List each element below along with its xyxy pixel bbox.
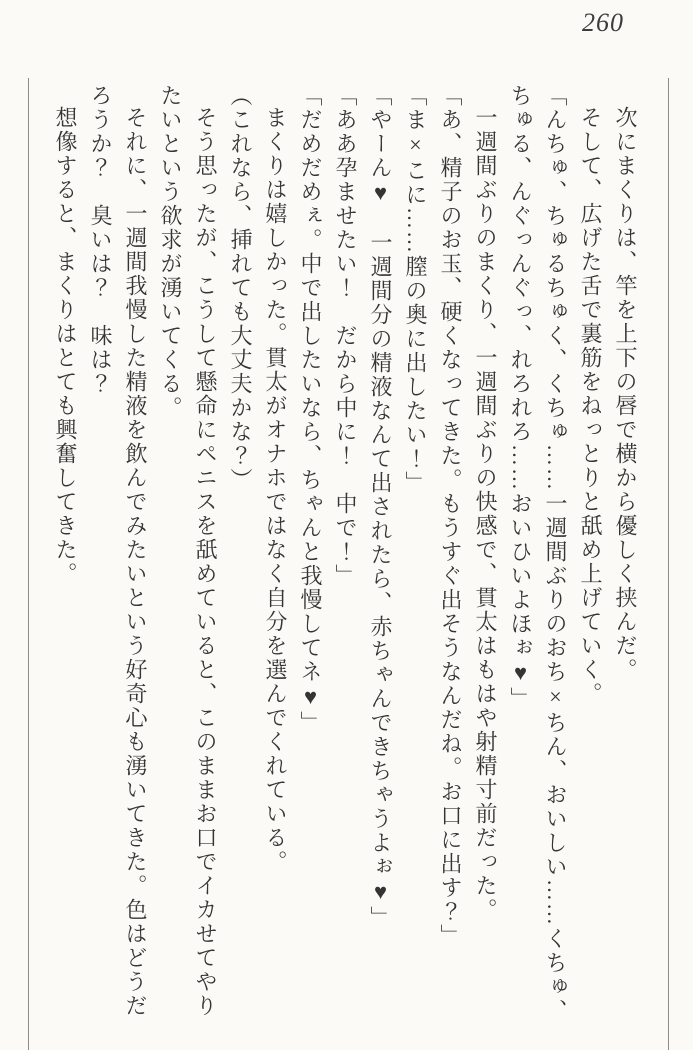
- paragraph: 次にまくりは、竿を上下の唇で横から優しく挟んだ。: [613, 106, 638, 682]
- paragraph: それに、一週間我慢した精液を飲んでみたいという好奇心も湧いてきた。色はどうだろうか？ 臭いは？ 味は？: [88, 84, 148, 1018]
- paragraph: 「んちゅ、ちゅるちゅく、くちゅ……一週間ぶりのおち×ちん、おいしい……くちゅ、ちゅる、んぐっんぐっ、れろれろ……おいひいよほぉ♥」: [508, 84, 568, 1023]
- paragraph: （これなら、挿れても大丈夫かな？）: [228, 84, 253, 492]
- paragraph: 「あ、精子のお玉、硬くなってきた。もうすぐ出そうなんだね。お口に出す？」: [438, 84, 463, 948]
- page-border-left: [28, 78, 29, 1050]
- paragraph: そして、広げた舌で裏筋をねっとりと舐め上げていく。: [578, 106, 603, 706]
- paragraph: そう思ったが、こうして懸命にペニスを舐めていると、このままお口でイカせてやりたいという欲求が湧いてくる。: [158, 84, 218, 1018]
- page-number: 260: [582, 8, 624, 37]
- page-text: [48, 84, 643, 1024]
- paragraph: 「だめだめぇ。中で出したいなら、ちゃんと我慢してネ♥」: [298, 84, 323, 735]
- paragraph: 「ああ孕ませたい！ だから中に！ 中で！」: [333, 84, 358, 588]
- paragraph: 一週間ぶりのまくり、一週間ぶりの快感で、貫太はもはや射精寸前だった。: [473, 106, 498, 922]
- paragraph: 「ま×こに……膣の奥に出したい！」: [403, 84, 428, 495]
- paragraph: 想像すると、まくりはとても興奮してきた。: [53, 106, 78, 586]
- paragraph: まくりは嬉しかった。貫太がオナホではなく自分を選んでくれている。: [263, 106, 288, 874]
- page-border-right: [668, 78, 669, 1050]
- paragraph: 「やーん♥ 一週間分の精液なんて出されたら、赤ちゃんできちゃうよぉ♥」: [368, 84, 393, 930]
